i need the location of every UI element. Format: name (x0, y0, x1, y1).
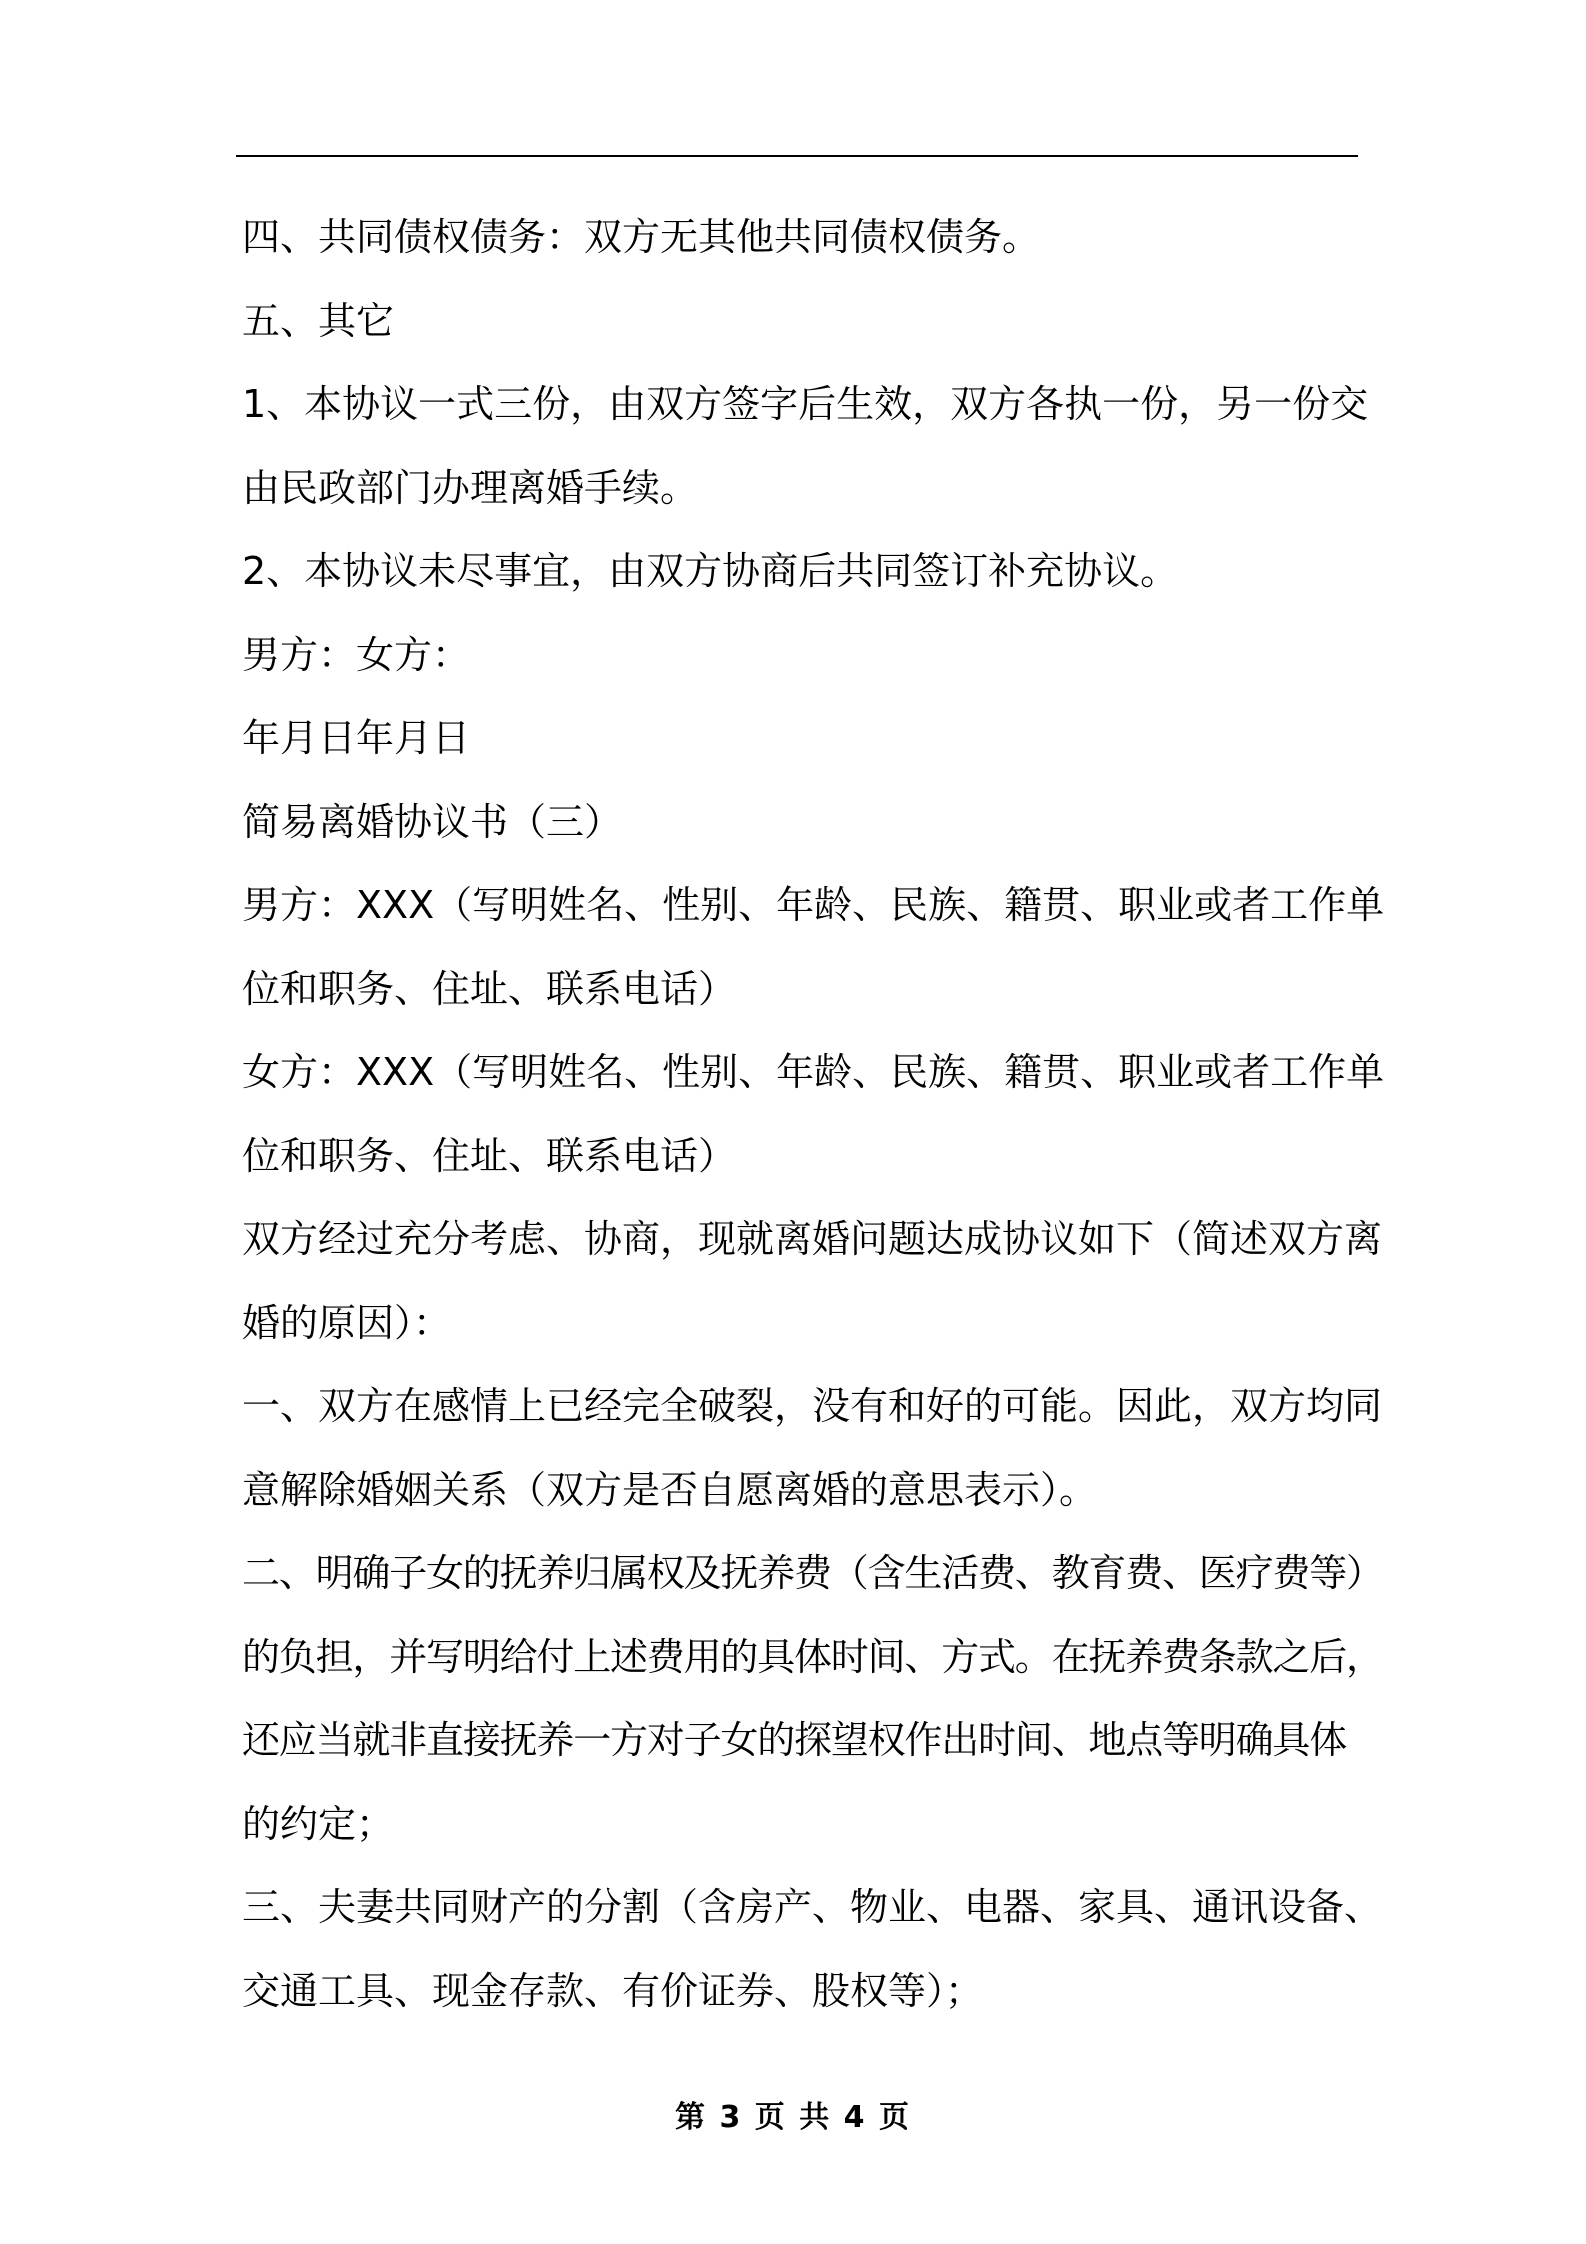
paragraph-line: 2、本协议未尽事宜，由双方协商后共同签订补充协议。 (242, 549, 1179, 593)
page-number: 第 3 页 共 4 页 (675, 2100, 911, 2135)
paragraph-line: 还应当就非直接抚养一方对子女的探望权作出时间、地点等明确具体 (242, 1718, 1347, 1762)
date-labels: 年月日年月日 (242, 716, 471, 760)
paragraph-line: 四、共同债权债务：双方无其他共同债权债务。 (242, 215, 1041, 259)
paragraph-line: 交通工具、现金存款、有价证券、股权等）； (242, 1968, 984, 2013)
paragraph-line: 的负担，并写明给付上述费用的具体时间、方式。在抚养费条款之后， (242, 1634, 1383, 1679)
paragraph-line: 婚的原因）： (242, 1300, 452, 1345)
paragraph-line: 三、夫妻共同财产的分割（含房产、物业、电器、家具、通讯设备、 (242, 1885, 1383, 1929)
paragraph-line: 意解除婚姻关系（双方是否自愿离婚的意思表示）。 (242, 1467, 1098, 1512)
paragraph-line: 的约定； (242, 1801, 395, 1846)
signature-labels: 男方：女方： (242, 632, 471, 677)
header-rule (236, 155, 1358, 157)
paragraph-line: 二、明确子女的抚养归属权及抚养费（含生活费、教育费、医疗费等） (242, 1551, 1383, 1595)
document-body (242, 196, 1385, 2033)
section-heading: 五、其它 (242, 298, 395, 343)
paragraph-line: 1、本协议一式三份，由双方签字后生效，双方各执一份，另一份交 (242, 382, 1369, 426)
paragraph-line: 男方：XXX（写明姓名、性别、年龄、民族、籍贯、职业或者工作单 (242, 883, 1385, 927)
paragraph-line: 位和职务、住址、联系电话） (242, 1133, 737, 1178)
paragraph-line: 由民政部门办理离婚手续。 (242, 465, 699, 510)
paragraph-line: 位和职务、住址、联系电话） (242, 966, 737, 1011)
document-title: 简易离婚协议书（三） (242, 799, 623, 844)
paragraph-line: 双方经过充分考虑、协商，现就离婚问题达成协议如下（简述双方离 (242, 1217, 1383, 1261)
paragraph-line: 女方：XXX（写明姓名、性别、年龄、民族、籍贯、职业或者工作单 (242, 1050, 1385, 1094)
paragraph-line: 一、双方在感情上已经完全破裂，没有和好的可能。因此，双方均同 (242, 1384, 1383, 1428)
